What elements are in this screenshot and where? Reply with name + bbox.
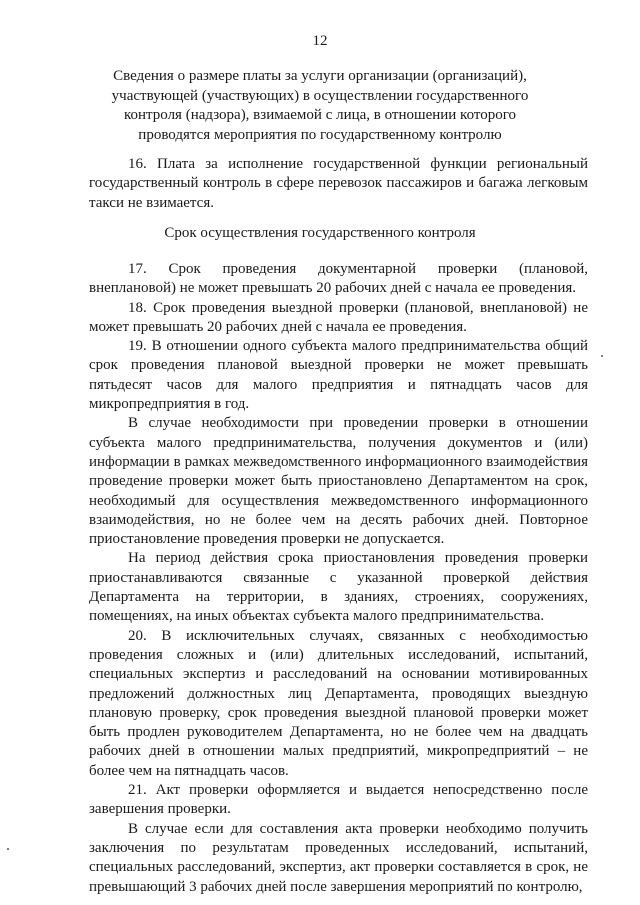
paragraph-21-report-term: В случае если для составления акта проверки необходимо получить заключения по результатам проведенных исследований, испытаний, специальных расследований, экспертиз, акт проверки составляется в срок, не превышающий 3 рабочих дней после завершения мероприятий по контролю, <box>89 820 588 895</box>
paragraph-16: 16. Плата за исполнение государственной функции региональный государственный контроль в сфере перевозок пассажиров и багажа легковым такси не взимается. <box>89 156 588 211</box>
paragraph-17: 17. Срок проведения документарной проверки (плановой, внеплановой) не может превышать 20 рабочих дней с начала ее проведения. <box>89 261 588 297</box>
paragraph-20: 20. В исключительных случаях, связанных с необходимостью проведения сложных и (или) длительных исследований, испытаний, специальных экспертиз и расследований на основании мотивированных предложений должностных лиц Департамента, проводящих выездную плановую проверку, срок проведения выездной плановой проверки может быть продлен руководителем Департамента, но не более чем на двадцать рабочих дней в отношении малых предприятий, микропредприятий – не более чем на пятнадцать часов. <box>89 627 588 779</box>
section-body-fees <box>89 155 588 213</box>
paragraph-21: 21. Акт проверки оформляется и выдается непосредственно после завершения проверки. <box>89 782 588 818</box>
paragraph-19-suspension: В случае необходимости при проведении проверки в отношении субъекта малого предпринимательства, получения документов и (или) информации в рамках межведомственного информационного взаимодействия проведение проверки может быть приостановлено Департаментом на срок, необходимый для осуществления межведомственного информационного взаимодействия, но не более чем на десять рабочих дней. Повторное приостановление проведения проверки не допускается. <box>89 415 588 548</box>
page-number: 12 <box>312 33 328 49</box>
paragraph-19-suspension-period: На период действия срока приостановления проведения проверки приостанавливаются связанные с указанной проверкой действия Департамента на территории, в зданиях, строениях, сооружениях, помещениях, на иных объектах субъекта малого предпринимательства. <box>89 550 588 625</box>
scan-speck <box>601 355 603 357</box>
paragraph-19: 19. В отношении одного субъекта малого предпринимательства общий срок проведения плановой выездной проверки не может превышать пятьдесят часов для малого предприятия и пятнадцать часов для микропредприятия в год. <box>89 338 588 413</box>
section-heading-fees: Сведения о размере платы за услуги организации (организаций), участвующей (участвующих) в осуществлении государственного контроля (надзора), взимаемой с лица, в отношении которого проводятся мероприятия по государственному контролю <box>111 68 529 143</box>
scan-speck <box>7 848 9 850</box>
paragraph-18: 18. Срок проведения выездной проверки (плановой, внеплановой) не может превышать 20 рабочих дней с начала ее проведения. <box>89 299 588 335</box>
section-heading-term: Срок осуществления государственного контроля <box>164 225 476 241</box>
section-body-term <box>89 260 588 897</box>
